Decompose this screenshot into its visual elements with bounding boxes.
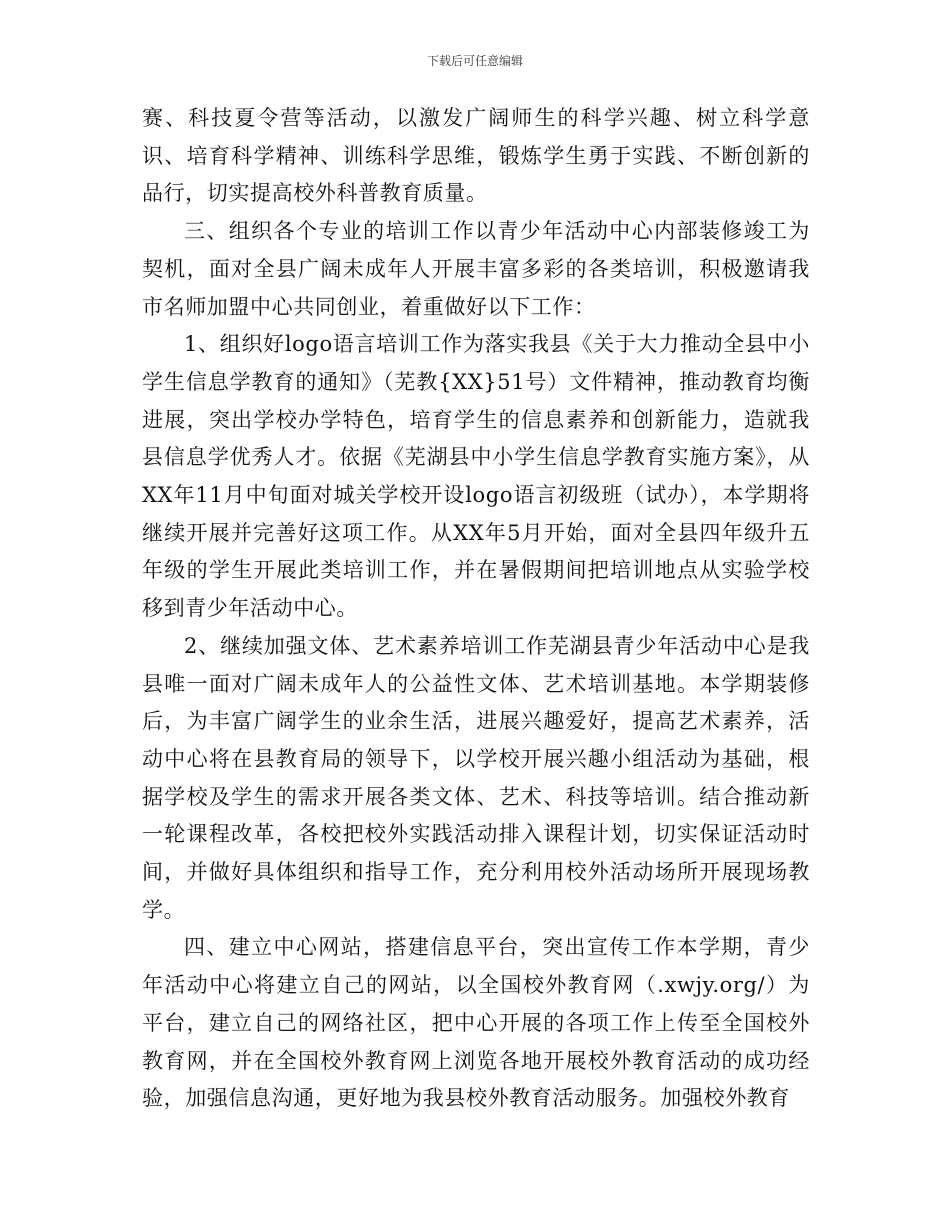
paragraph-item-2-arts-training: 2、继续加强文体、艺术素养培训工作芜湖县青少年活动中心是我县唯一面对广阔未成年人的公益性文体、艺术培训基地。本学期装修后，为丰富广阔学生的业余生活，进展兴趣爱好，提高艺术素养，活动中心将在县教育局的领导下，以学校开展兴趣小组活动为基础，根据学校及学生的需求开展各类文体、艺术、科技等培训。结合推动新一轮课程改革，各校把校外实践活动排入课程计划，切实保证活动时间，并做好具体组织和指导工作，充分利用校外活动场所开展现场教学。 bbox=[142, 633, 810, 922]
paragraph-continuation: 赛、科技夏令营等活动，以激发广阔师生的科学兴趣、树立科学意识、培育科学精神、训练科学思维，锻炼学生勇于实践、不断创新的品行，切实提高校外科普教育质量。 bbox=[142, 106, 810, 206]
paragraph-section-3: 三、组织各个专业的培训工作以青少年活动中心内部装修竣工为契机，面对全县广阔未成年人开展丰富多彩的各类培训，积极邀请我市名师加盟中心共同创业，着重做好以下工作： bbox=[142, 219, 810, 319]
paragraph-section-4-website: 四、建立中心网站，搭建信息平台，突出宣传工作本学期，青少年活动中心将建立自己的网站，以全国校外教育网（.xwjy.org/）为平台，建立自己的网络社区，把中心开展的各项工作上传至全国校外教育网，并在全国校外教育网上浏览各地开展校外教育活动的成功经验，加强信息沟通，更好地为我县校外教育活动服务。加强校外教育 bbox=[142, 935, 810, 1111]
document-body bbox=[142, 100, 810, 1118]
page-header: 下载后可任意编辑 bbox=[426, 54, 523, 68]
paragraph-item-1-logo-training: 1、组织好logo语言培训工作为落实我县《关于大力推动全县中小学生信息学教育的通知》（芜教{XX}51号）文件精神，推动教育均衡进展，突出学校办学特色，培育学生的信息素养和创新能力，造就我县信息学优秀人才。依据《芜湖县中小学生信息学教育实施方案》，从XX年11月中旬面对城关学校开设logo语言初级班（试办），本学期将继续开展并完善好这项工作。从XX年5月开始，面对全县四年级升五年级的学生开展此类培训工作，并在暑假期间把培训地点从实验学校移到青少年活动中心。 bbox=[142, 332, 810, 621]
